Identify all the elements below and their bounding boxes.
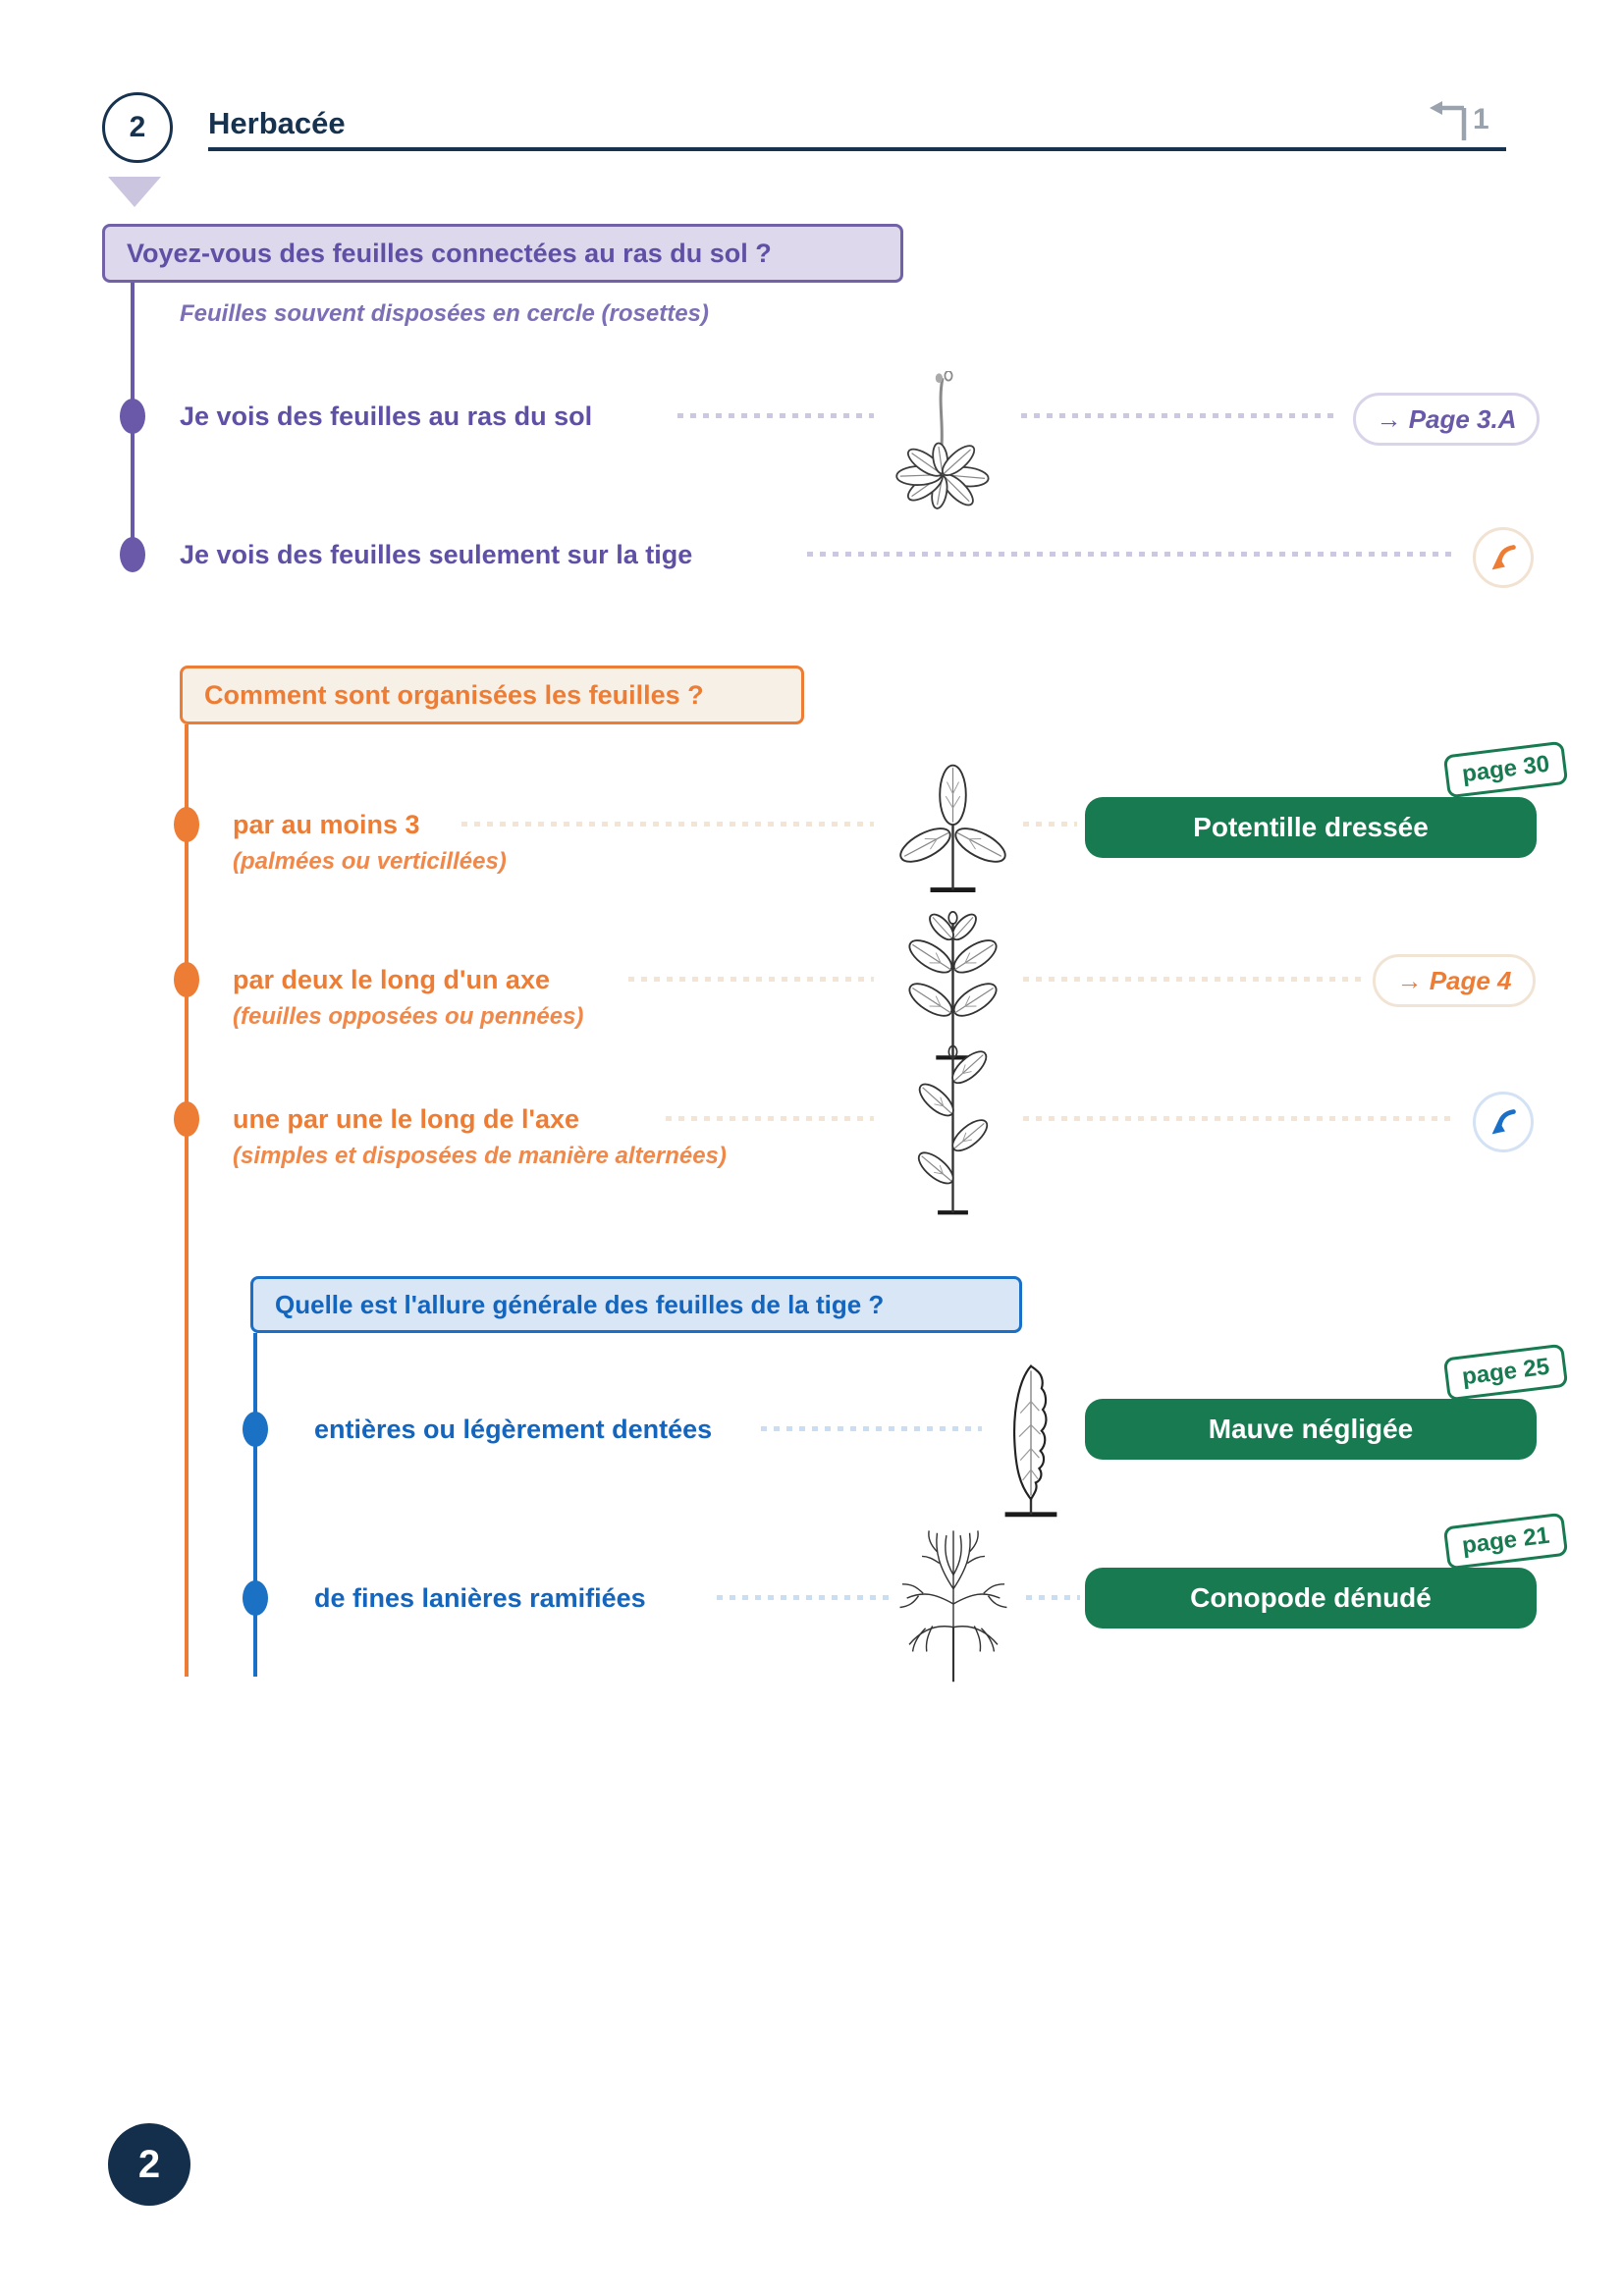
dotted-leader [461,822,874,827]
question-text: Voyez-vous des feuilles connectées au ras du sol ? [127,238,772,268]
dotted-leader [761,1426,982,1431]
dotted-leader [717,1595,889,1600]
question-text: Quelle est l'allure générale des feuilles de la tige ? [275,1289,885,1319]
backref-page-number[interactable]: 1 [1473,103,1489,135]
option-label: Je vois des feuilles au ras du sol [180,401,593,431]
species-page-tag[interactable] [1443,1513,1569,1571]
branched-strips-icon [884,1517,1023,1685]
arrow-down-left-icon[interactable] [1473,527,1534,588]
question-box-organisation [180,666,804,724]
orange-branch-line [185,724,189,1677]
question-box-ras-du-sol [102,224,903,283]
page-link-label: → Page 4 [1396,965,1512,995]
species-page-number: page 25 [1460,1353,1551,1391]
question-hint: Feuilles souvent disposées en cercle (rosettes) [180,300,709,327]
option-label: Je vois des feuilles seulement sur la tige [180,540,693,569]
option-label: par deux le long d'un axe [233,965,550,994]
option-label: par au moins 3 [233,810,420,839]
species-page-number: page 30 [1460,750,1551,788]
section-number-badge [102,92,173,163]
option-label: de fines lanières ramifiées [314,1583,646,1613]
option-bullet [120,399,145,434]
species-page-tag[interactable] [1443,741,1569,799]
species-name: Potentille dressée [1193,812,1429,842]
page-link-label: → Page 3.A [1376,403,1517,434]
whorled-leaves-icon [887,756,1019,898]
option-bullet [174,807,199,842]
option-label: une par une le long de l'axe [233,1104,580,1134]
page-number: 2 [137,2142,161,2186]
return-up-left-icon[interactable] [1426,98,1471,143]
page-title: Herbacée [208,106,346,140]
dotted-leader [628,977,874,982]
dotted-leader [1026,1595,1080,1600]
option-sublabel: (palmées ou verticillées) [233,848,507,875]
dotted-leader [666,1116,874,1121]
page-link-pill[interactable] [1373,954,1536,1007]
page-link-pill[interactable] [1353,393,1540,446]
option-bullet [120,537,145,572]
option-bullet [174,1101,199,1137]
option-bullet [243,1580,268,1616]
dotted-leader [807,552,1453,557]
species-page-number: page 21 [1460,1522,1551,1560]
header-rule [208,147,1506,151]
species-page-tag[interactable] [1443,1344,1569,1402]
arrow-down-left-icon[interactable] [1473,1092,1534,1152]
species-result-button[interactable] [1085,1399,1537,1460]
option-bullet [243,1412,268,1447]
question-text: Comment sont organisées les feuilles ? [204,679,704,710]
species-result-button[interactable] [1085,1568,1537,1629]
option-sublabel: (feuilles opposées ou pennées) [233,1003,584,1030]
blue-branch-line [253,1333,257,1677]
dotted-leader [1023,822,1077,827]
section-number: 2 [129,111,146,143]
species-name: Mauve négligée [1208,1414,1414,1444]
rosette-plant-icon [877,371,1008,512]
question-box-allure [250,1276,1022,1333]
dotted-leader [1023,1116,1455,1121]
species-name: Conopode dénudé [1190,1582,1432,1613]
alternate-leaves-icon [887,1042,1019,1217]
option-sublabel: (simples et disposées de manière alternées) [233,1143,727,1169]
option-bullet [174,962,199,997]
option-label: entières ou légèrement dentées [314,1415,713,1444]
toothed-leaf-icon [990,1357,1072,1522]
dotted-leader [677,413,874,418]
dotted-leader [1021,413,1340,418]
header-down-triangle [108,177,161,207]
dotted-leader [1023,977,1362,982]
species-result-button[interactable] [1085,797,1537,858]
page-number-badge [108,2123,190,2206]
opposite-leaves-icon [887,908,1019,1065]
